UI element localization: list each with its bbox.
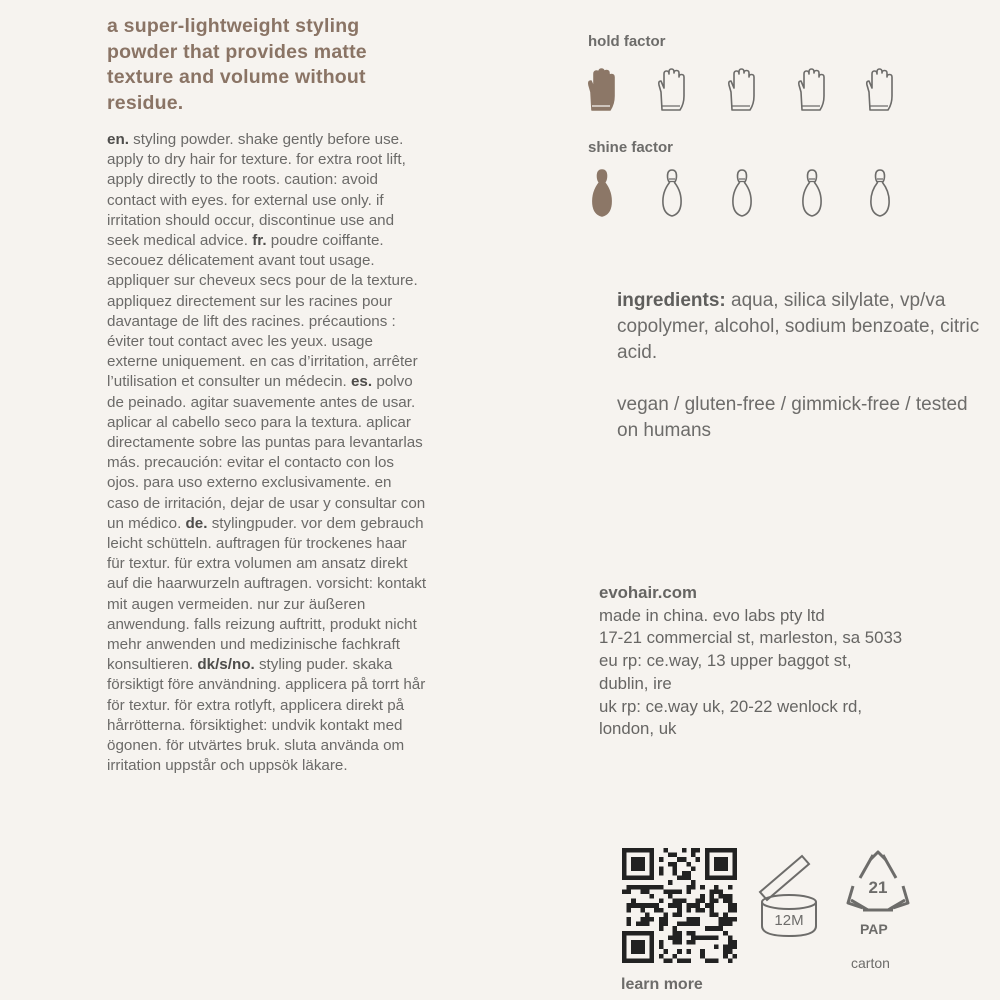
- shine-factor-label: shine factor: [588, 139, 674, 156]
- lang-en-code: en.: [107, 131, 129, 148]
- ingredients-label: ingredients:: [617, 290, 726, 311]
- ingredients-list: [617, 288, 987, 366]
- lang-es-code: es.: [350, 373, 373, 391]
- lang-de-text: stylingpuder. vor dem gebrauch leicht schütteln. auftragen für trockenes haar für textur. für extra volumen am ansatz direkt auf die haarwurzeln auftragen. vorsicht: kontakt mit augen vermeiden. nur zur äußeren anwendung. falls reizung auftritt, produkt nicht mehr anwenden und medizinische fachkraft konsultieren.: [107, 514, 427, 674]
- recycle-caption: carton: [851, 955, 890, 971]
- lang-nordic-text: styling puder. skaka försiktigt före användning. applicera på torrt hår för textur. för extra rotlyft, applicera direkt på hårrötterna. försiktighet: undvik kontakt med ögonen. för utvärtes bruk. sluta använda om irritation uppstår och uppsök läkare.: [107, 656, 426, 775]
- bowling-pin-icon: [585, 168, 619, 218]
- glove-icon: [863, 66, 897, 116]
- learn-more-caption: learn more: [621, 976, 703, 993]
- glove-icon: [655, 66, 689, 116]
- lang-fr-code: fr.: [252, 232, 267, 250]
- lang-fr-text: poudre coiffante. secouez délicatement avant tout usage. appliquer sur cheveux secs pour de la texture. appliquez directement sur les racines pour davantage de lift des racines. précautions : éviter tout contact avec les yeux. usage externe uniquement. en cas d’irritation, arrêter l’utilisation et consulter un médecin.: [107, 232, 418, 391]
- lang-de-code: de.: [185, 514, 208, 532]
- period-after-opening-icon: [754, 848, 824, 943]
- bowling-pin-icon: [795, 168, 829, 218]
- pao-label: 12M: [774, 912, 804, 929]
- bowling-pin-icon: [725, 168, 759, 218]
- lang-nordic-code: dk/s/no.: [197, 656, 255, 674]
- website-link[interactable]: evohair.com: [599, 583, 697, 602]
- hold-factor-rating: [585, 66, 905, 118]
- product-tagline: a super-lightweight styling powder that provides matte texture and volume without residue.: [107, 15, 367, 114]
- product-claims: vegan / gluten-free / gimmick-free / tested on humans: [617, 394, 968, 441]
- hold-factor-label: hold factor: [588, 33, 666, 50]
- address-line: eu rp: ce.way, 13 upper baggot st,: [599, 651, 852, 671]
- bowling-pin-icon: [863, 168, 897, 218]
- glove-icon: [725, 66, 759, 116]
- left-column: [107, 14, 427, 777]
- recycle-code: 21: [868, 878, 888, 897]
- glove-icon: [795, 66, 829, 116]
- glove-icon: [585, 66, 619, 116]
- recycle-material: PAP: [860, 921, 888, 937]
- lang-es-text: polvo de peinado. agitar suavemente antes de usar. aplicar al cabello seco para la textura. aplicar directamente sobre las puntas para levantarlas más. precaución: evitar el contacto con los ojos. para uso externo exclusivamente. en caso de irritación, dejar de usar y consultar con un médico.: [107, 373, 426, 532]
- address-line: dublin, ire: [599, 673, 672, 693]
- address-line: london, uk: [599, 719, 677, 739]
- address-line: uk rp: ce.way uk, 20-22 wenlock rd,: [599, 696, 863, 716]
- address-line: 17-21 commercial st, marleston, sa 5033: [599, 628, 903, 648]
- address-line: made in china. evo labs pty ltd: [599, 605, 825, 625]
- qr-code[interactable]: [622, 848, 737, 963]
- usage-directions: [107, 130, 427, 777]
- ingredients-text: aqua, silica silylate, vp/va copolymer, alcohol, sodium benzoate, citric acid.: [617, 290, 980, 363]
- recycle-icon: [843, 848, 913, 918]
- company-info: [599, 582, 994, 741]
- lang-en-text: styling powder. shake gently before use. apply to dry hair for texture. for extra root lift, apply directly to the roots. caution: avoid contact with eyes. for external use only. if irritation should occur, discontinue use and seek medical advice.: [107, 131, 406, 250]
- bowling-pin-icon: [655, 168, 689, 218]
- shine-factor-rating: [585, 168, 905, 220]
